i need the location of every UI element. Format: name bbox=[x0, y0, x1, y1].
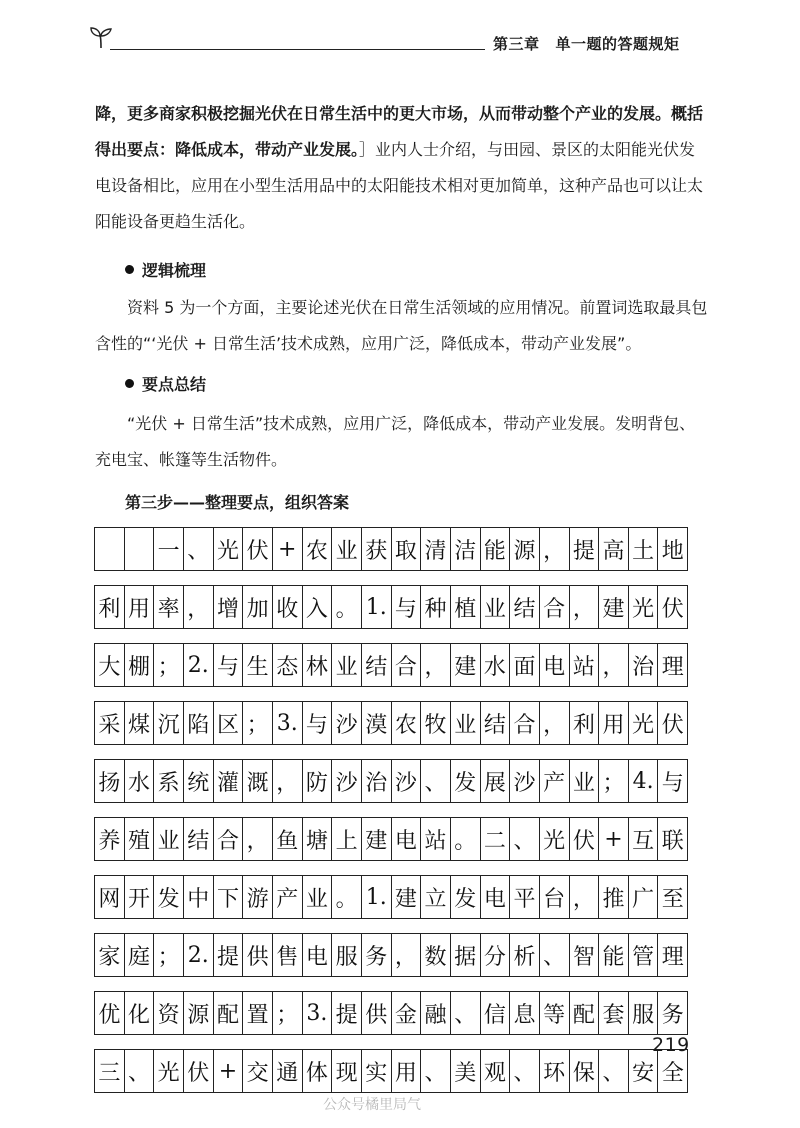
grid-cell: 一 bbox=[154, 528, 184, 570]
grid-cell: 提 bbox=[332, 992, 362, 1034]
grid-cell: 配 bbox=[570, 992, 600, 1034]
grid-cell: 理 bbox=[658, 934, 688, 976]
grid-cell: 伏 bbox=[570, 818, 600, 860]
page-header bbox=[0, 0, 800, 70]
grid-cell: 区 bbox=[214, 702, 244, 744]
grid-cell: ， bbox=[570, 586, 600, 628]
grid-cell: 土 bbox=[629, 528, 659, 570]
grid-cell: 种 bbox=[421, 586, 451, 628]
grid-cell: 交 bbox=[243, 1050, 273, 1092]
chapter-name: 单一题的答题规矩 bbox=[555, 35, 680, 53]
grid-cell: 沙 bbox=[332, 760, 362, 802]
answer-grid bbox=[94, 527, 688, 1107]
grid-cell: 漠 bbox=[362, 702, 392, 744]
chapter-title bbox=[493, 33, 680, 54]
grid-cell: 置 bbox=[243, 992, 273, 1034]
grid-cell: 互 bbox=[629, 818, 659, 860]
grid-cell: 环 bbox=[540, 1050, 570, 1092]
grid-cell: 优 bbox=[95, 992, 125, 1034]
grid-cell: 1. bbox=[362, 876, 392, 918]
grid-cell: 至 bbox=[658, 876, 688, 918]
grid-cell: 站 bbox=[421, 818, 451, 860]
grid-cell: 利 bbox=[95, 586, 125, 628]
grid-cell: 理 bbox=[658, 644, 688, 686]
grid-cell: 智 bbox=[570, 934, 600, 976]
grid-cell: 息 bbox=[510, 992, 540, 1034]
grid-cell: 安 bbox=[629, 1050, 659, 1092]
grid-cell: 2. bbox=[184, 644, 214, 686]
grid-cell: 防 bbox=[303, 760, 333, 802]
grid-cell: 牧 bbox=[421, 702, 451, 744]
grid-cell: 业 bbox=[451, 702, 481, 744]
grid-cell: 农 bbox=[392, 702, 422, 744]
logic-heading bbox=[125, 256, 206, 286]
grid-cell: 建 bbox=[451, 644, 481, 686]
grid-cell: 农 bbox=[303, 528, 333, 570]
logic-paragraph: 资料 5 为一个方面，主要论述光伏在日常生活领域的应用情况。前置词选取最具包含性的“‘光伏 + 日常生活’技术成熟，应用广泛，降低成本，带动产业发展”。 bbox=[95, 298, 708, 353]
grid-cell: 推 bbox=[599, 876, 629, 918]
sprout-icon bbox=[88, 24, 114, 50]
grid-cell: 供 bbox=[243, 934, 273, 976]
grid-cell: 入 bbox=[303, 586, 333, 628]
bullet-icon bbox=[125, 265, 134, 274]
grid-cell: 现 bbox=[332, 1050, 362, 1092]
grid-cell: 通 bbox=[273, 1050, 303, 1092]
grid-cell: 伏 bbox=[184, 1050, 214, 1092]
grid-cell: 伏 bbox=[658, 586, 688, 628]
grid-cell: ， bbox=[421, 644, 451, 686]
grid-cell: 融 bbox=[421, 992, 451, 1034]
grid-cell: 棚 bbox=[125, 644, 155, 686]
summary-heading bbox=[125, 370, 206, 400]
grid-cell: 业 bbox=[332, 528, 362, 570]
grid-cell: 与 bbox=[658, 760, 688, 802]
grid-cell: 治 bbox=[362, 760, 392, 802]
grid-cell: 用 bbox=[599, 702, 629, 744]
watermark: 公众号橘里局气 bbox=[323, 1097, 421, 1113]
step3-heading: 第三步——整理要点，组织答案 bbox=[125, 493, 350, 512]
grid-cell: ； bbox=[599, 760, 629, 802]
grid-cell: 光 bbox=[629, 702, 659, 744]
grid-cell: 平 bbox=[510, 876, 540, 918]
grid-cell: 采 bbox=[95, 702, 125, 744]
grid-cell: 植 bbox=[451, 586, 481, 628]
grid-cell: 能 bbox=[599, 934, 629, 976]
summary-heading-text: 要点总结 bbox=[142, 375, 207, 394]
grid-cell: 庭 bbox=[125, 934, 155, 976]
grid-cell: 收 bbox=[273, 586, 303, 628]
grid-cell: 沉 bbox=[154, 702, 184, 744]
grid-cell: 供 bbox=[362, 992, 392, 1034]
grid-cell: 3. bbox=[273, 702, 303, 744]
grid-cell: 水 bbox=[125, 760, 155, 802]
grid-row bbox=[94, 991, 688, 1035]
grid-cell: 配 bbox=[214, 992, 244, 1034]
grid-cell: 2. bbox=[184, 934, 214, 976]
grid-cell: ， bbox=[243, 818, 273, 860]
grid-cell: 利 bbox=[570, 702, 600, 744]
grid-cell: 开 bbox=[125, 876, 155, 918]
grid-cell: 化 bbox=[125, 992, 155, 1034]
grid-cell: 殖 bbox=[125, 818, 155, 860]
grid-cell: 建 bbox=[392, 876, 422, 918]
grid-cell: 合 bbox=[392, 644, 422, 686]
grid-cell: 发 bbox=[451, 876, 481, 918]
grid-cell: + bbox=[273, 528, 303, 570]
grid-row bbox=[94, 759, 688, 803]
grid-cell: 塘 bbox=[303, 818, 333, 860]
grid-cell: 、 bbox=[510, 818, 540, 860]
grid-cell: 立 bbox=[421, 876, 451, 918]
grid-cell: 态 bbox=[273, 644, 303, 686]
grid-cell: 产 bbox=[540, 760, 570, 802]
grid-cell: 观 bbox=[481, 1050, 511, 1092]
grid-cell: 业 bbox=[154, 818, 184, 860]
grid-cell: 分 bbox=[481, 934, 511, 976]
grid-row bbox=[94, 643, 688, 687]
grid-cell: 能 bbox=[481, 528, 511, 570]
logic-heading-text: 逻辑梳理 bbox=[142, 261, 207, 280]
paragraph-bold-part: 降，更多商家积极挖掘光伏在日常生活中的更大市场，从而带动整个产业的发展。概括得出要点：降低成本，带动产业发展。 bbox=[95, 104, 704, 159]
grid-cell: 伏 bbox=[243, 528, 273, 570]
grid-cell: 下 bbox=[214, 876, 244, 918]
grid-cell: 台 bbox=[540, 876, 570, 918]
grid-cell: 等 bbox=[540, 992, 570, 1034]
grid-cell: 增 bbox=[214, 586, 244, 628]
grid-cell: 业 bbox=[481, 586, 511, 628]
grid-cell: 联 bbox=[658, 818, 688, 860]
grid-cell: 4. bbox=[629, 760, 659, 802]
grid-cell: 家 bbox=[95, 934, 125, 976]
grid-cell: 体 bbox=[303, 1050, 333, 1092]
chapter-number: 第三章 bbox=[493, 35, 540, 53]
grid-cell: 电 bbox=[392, 818, 422, 860]
grid-cell: 光 bbox=[629, 586, 659, 628]
grid-cell: 析 bbox=[510, 934, 540, 976]
grid-cell: 数 bbox=[421, 934, 451, 976]
page-number: 219 bbox=[652, 1034, 690, 1056]
grid-cell: 游 bbox=[243, 876, 273, 918]
grid-cell: ， bbox=[599, 644, 629, 686]
grid-cell: 合 bbox=[214, 818, 244, 860]
grid-cell: 网 bbox=[95, 876, 125, 918]
grid-cell: 洁 bbox=[451, 528, 481, 570]
grid-cell: 电 bbox=[303, 934, 333, 976]
grid-cell: 保 bbox=[570, 1050, 600, 1092]
grid-cell: 治 bbox=[629, 644, 659, 686]
grid-cell: 管 bbox=[629, 934, 659, 976]
grid-cell: 、 bbox=[421, 760, 451, 802]
grid-cell: 二 bbox=[481, 818, 511, 860]
grid-cell: 统 bbox=[184, 760, 214, 802]
grid-cell: 三 bbox=[95, 1050, 125, 1092]
grid-cell: 资 bbox=[154, 992, 184, 1034]
grid-cell: 建 bbox=[362, 818, 392, 860]
grid-cell: 、 bbox=[510, 1050, 540, 1092]
grid-cell: ， bbox=[540, 528, 570, 570]
grid-cell: 提 bbox=[570, 528, 600, 570]
grid-cell: 合 bbox=[540, 586, 570, 628]
paragraph-normal-part: ］业内人士介绍，与田园、景区的太阳能光伏发电设备相比，应用在小型生活用品中的太阳能技术相对更加简单，这种产品也可以让太阳能设备更趋生活化。 bbox=[95, 140, 704, 231]
grid-cell: 煤 bbox=[125, 702, 155, 744]
grid-cell: 合 bbox=[510, 702, 540, 744]
grid-row bbox=[94, 1049, 688, 1093]
grid-cell: 1. bbox=[362, 586, 392, 628]
grid-cell: ， bbox=[540, 702, 570, 744]
grid-cell: 、 bbox=[125, 1050, 155, 1092]
grid-cell: 结 bbox=[481, 702, 511, 744]
grid-cell: 信 bbox=[481, 992, 511, 1034]
grid-cell: 光 bbox=[540, 818, 570, 860]
grid-cell: 与 bbox=[303, 702, 333, 744]
grid-cell: 业 bbox=[303, 876, 333, 918]
grid-cell: 发 bbox=[451, 760, 481, 802]
grid-cell: 水 bbox=[481, 644, 511, 686]
grid-cell: 售 bbox=[273, 934, 303, 976]
grid-cell: 、 bbox=[540, 934, 570, 976]
grid-cell: 全 bbox=[658, 1050, 688, 1092]
grid-cell: 服 bbox=[332, 934, 362, 976]
grid-cell: 光 bbox=[154, 1050, 184, 1092]
grid-row bbox=[94, 527, 688, 571]
grid-row bbox=[94, 817, 688, 861]
grid-cell: 养 bbox=[95, 818, 125, 860]
grid-cell: 结 bbox=[510, 586, 540, 628]
grid-cell: 源 bbox=[510, 528, 540, 570]
bullet-icon bbox=[125, 379, 134, 388]
grid-cell: 大 bbox=[95, 644, 125, 686]
grid-cell: ， bbox=[184, 586, 214, 628]
grid-cell: 率 bbox=[154, 586, 184, 628]
grid-cell: 。 bbox=[332, 876, 362, 918]
grid-cell: 、 bbox=[451, 992, 481, 1034]
grid-cell: ， bbox=[570, 876, 600, 918]
grid-cell bbox=[125, 528, 155, 570]
grid-cell: 沙 bbox=[392, 760, 422, 802]
grid-cell: 光 bbox=[214, 528, 244, 570]
grid-cell: 取 bbox=[392, 528, 422, 570]
grid-cell: 。 bbox=[332, 586, 362, 628]
grid-row bbox=[94, 875, 688, 919]
grid-cell: 溉 bbox=[243, 760, 273, 802]
grid-cell: 林 bbox=[303, 644, 333, 686]
grid-cell: 3. bbox=[303, 992, 333, 1034]
grid-cell: 结 bbox=[184, 818, 214, 860]
grid-cell: 业 bbox=[570, 760, 600, 802]
grid-cell: 清 bbox=[421, 528, 451, 570]
grid-cell: 业 bbox=[332, 644, 362, 686]
grid-row bbox=[94, 701, 688, 745]
grid-cell: ， bbox=[392, 934, 422, 976]
grid-cell: 套 bbox=[599, 992, 629, 1034]
grid-cell: 生 bbox=[243, 644, 273, 686]
grid-cell: ； bbox=[273, 992, 303, 1034]
grid-cell: 务 bbox=[362, 934, 392, 976]
header-rule bbox=[110, 49, 485, 50]
grid-cell: 产 bbox=[273, 876, 303, 918]
grid-cell: 沙 bbox=[510, 760, 540, 802]
grid-cell: 美 bbox=[451, 1050, 481, 1092]
grid-row bbox=[94, 933, 688, 977]
grid-cell: 用 bbox=[125, 586, 155, 628]
grid-cell: 灌 bbox=[214, 760, 244, 802]
summary-paragraph: “光伏 + 日常生活”技术成熟，应用广泛，降低成本，带动产业发展。发明背包、充电宝、帐篷等生活物件。 bbox=[95, 414, 696, 469]
grid-cell: 陷 bbox=[184, 702, 214, 744]
grid-cell: 高 bbox=[599, 528, 629, 570]
grid-cell: ； bbox=[154, 644, 184, 686]
grid-cell: 建 bbox=[599, 586, 629, 628]
grid-cell: ， bbox=[273, 760, 303, 802]
grid-cell: 伏 bbox=[658, 702, 688, 744]
grid-cell: 据 bbox=[451, 934, 481, 976]
grid-cell: 面 bbox=[510, 644, 540, 686]
grid-cell bbox=[95, 528, 125, 570]
grid-cell: 、 bbox=[599, 1050, 629, 1092]
grid-cell: 金 bbox=[392, 992, 422, 1034]
grid-cell: 电 bbox=[540, 644, 570, 686]
grid-cell: 结 bbox=[362, 644, 392, 686]
grid-cell: 电 bbox=[481, 876, 511, 918]
grid-cell: 、 bbox=[184, 528, 214, 570]
grid-cell: 用 bbox=[392, 1050, 422, 1092]
grid-cell: 。 bbox=[451, 818, 481, 860]
grid-cell: 中 bbox=[184, 876, 214, 918]
grid-cell: 与 bbox=[392, 586, 422, 628]
grid-row bbox=[94, 585, 688, 629]
grid-cell: 实 bbox=[362, 1050, 392, 1092]
grid-cell: 服 bbox=[629, 992, 659, 1034]
grid-cell: 扬 bbox=[95, 760, 125, 802]
grid-cell: 务 bbox=[658, 992, 688, 1034]
grid-cell: 、 bbox=[421, 1050, 451, 1092]
grid-cell: + bbox=[214, 1050, 244, 1092]
grid-cell: 提 bbox=[214, 934, 244, 976]
grid-cell: 广 bbox=[629, 876, 659, 918]
grid-cell: 与 bbox=[214, 644, 244, 686]
grid-cell: 鱼 bbox=[273, 818, 303, 860]
grid-cell: 沙 bbox=[332, 702, 362, 744]
grid-cell: ； bbox=[154, 934, 184, 976]
grid-cell: 站 bbox=[570, 644, 600, 686]
grid-cell: 加 bbox=[243, 586, 273, 628]
grid-cell: ； bbox=[243, 702, 273, 744]
grid-cell: 系 bbox=[154, 760, 184, 802]
paragraph-material bbox=[95, 96, 710, 240]
grid-cell: + bbox=[599, 818, 629, 860]
grid-cell: 展 bbox=[481, 760, 511, 802]
grid-cell: 上 bbox=[332, 818, 362, 860]
grid-cell: 地 bbox=[658, 528, 688, 570]
grid-cell: 获 bbox=[362, 528, 392, 570]
grid-cell: 发 bbox=[154, 876, 184, 918]
grid-cell: 源 bbox=[184, 992, 214, 1034]
